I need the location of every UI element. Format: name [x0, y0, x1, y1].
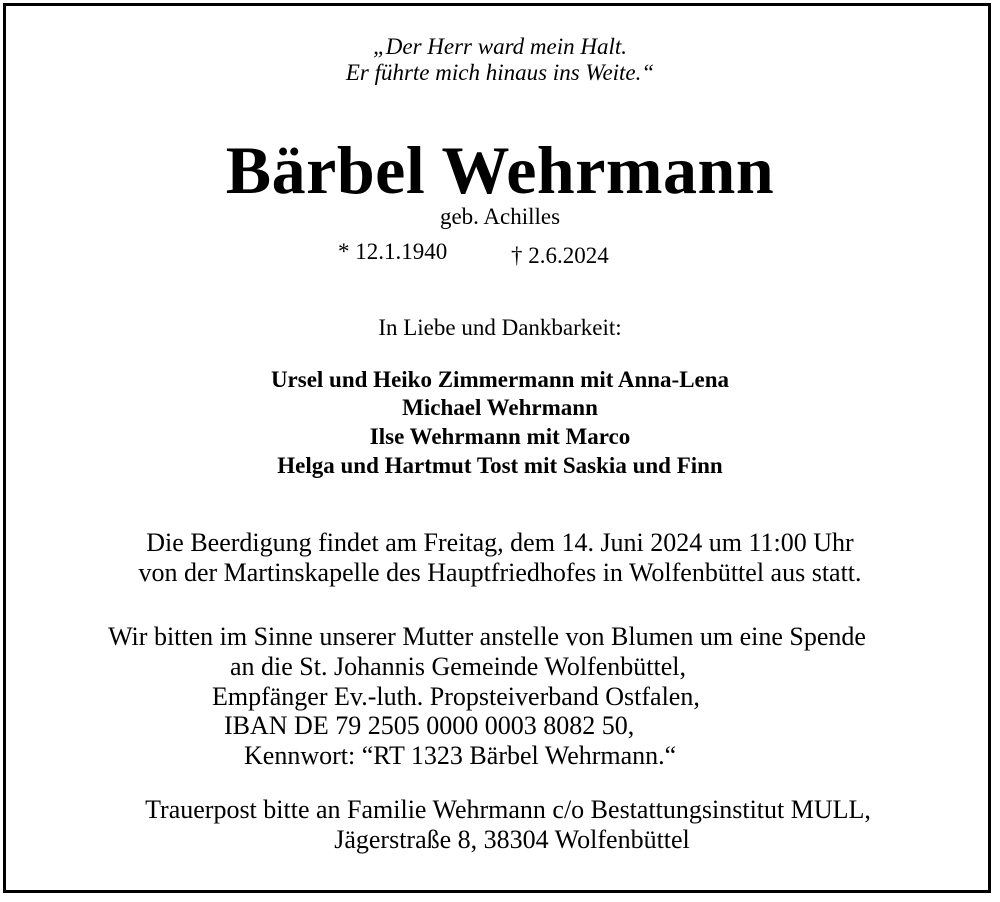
funeral-line-2: von der Martinskapelle des Hauptfriedhofes in Wolfenbüttel aus statt. [138, 558, 862, 587]
funeral-line-1: Die Beerdigung findet am Freitag, dem 14. Juni 2024 um 11:00 Uhr [146, 528, 854, 557]
quote-line-1: „Der Herr ward mein Halt. [372, 34, 628, 59]
mourner-name: Ilse Wehrmann mit Marco [369, 424, 631, 449]
mourners-intro: In Liebe und Dankbarkeit: [378, 315, 622, 340]
quote-line-2: Er führte mich hinaus ins Weite.“ [345, 60, 655, 85]
donation-keyword: Kennwort: “RT 1323 Bärbel Wehrmann.“ [244, 741, 677, 770]
mourner-name: Ursel und Heiko Zimmermann mit Anna-Lena [270, 367, 730, 392]
donation-line-2: an die St. Johannis Gemeinde Wolfenbüttel, [230, 652, 686, 681]
condolences-line-1: Trauerpost bitte an Familie Wehrmann c/o Bestattungsinstitut MULL, [145, 795, 871, 824]
death-date: † 2.6.2024 [511, 243, 609, 268]
donation-line-1: Wir bitten im Sinne unserer Mutter anstelle von Blumen um eine Spende [108, 622, 866, 651]
mourner-name: Helga und Hartmut Tost mit Saskia und Finn [277, 453, 723, 478]
condolences-line-2: Jägerstraße 8, 38304 Wolfenbüttel [334, 825, 690, 854]
birth-date: * 12.1.1940 [338, 239, 448, 264]
mourner-name: Michael Wehrmann [402, 395, 598, 420]
donation-line-3: Empfänger Ev.-luth. Propsteiverband Ostfalen, [212, 682, 700, 711]
deceased-name: Bärbel Wehrmann [225, 132, 775, 208]
donation-iban: IBAN DE 79 2505 0000 0003 8082 50, [224, 711, 635, 740]
maiden-name: geb. Achilles [439, 204, 561, 229]
